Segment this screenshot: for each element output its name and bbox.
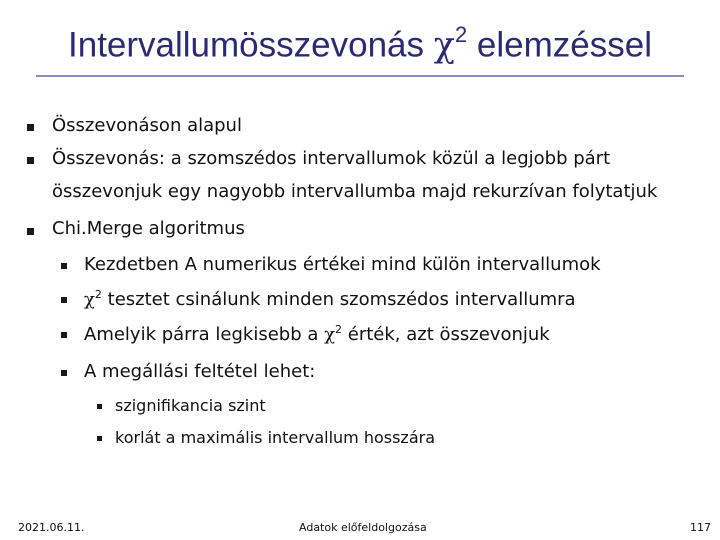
chi-symbol: χ	[84, 289, 95, 310]
bullet-marker	[27, 124, 34, 131]
sub-bullet-text: $\chi^2$ tesztet csinálunk minden szomszédos intervallumra	[84, 288, 576, 310]
sub-bullet-text: Amelyik párra legkisebb a $\chi^2$ érték, azt összevonjuk	[84, 323, 550, 345]
bullet-text-continuation: összevonjuk egy nagyobb intervallumba majd rekurzívan folytatjuk	[52, 181, 658, 202]
footer-title: Adatok előfeldolgozása	[299, 521, 427, 534]
sub-sub-bullet-marker	[97, 404, 102, 409]
sub-bullet-marker	[61, 263, 67, 269]
bullet-text: Összevonás: a szomszédos intervallumok közül a legjobb párt	[52, 148, 611, 169]
page-number: 117	[690, 521, 711, 534]
sub-sub-bullet-text: szignifikancia szint	[115, 396, 266, 415]
footer-date: 2021.06.11.	[18, 521, 85, 534]
bullet-marker	[27, 228, 34, 235]
bullet-text: Összevonáson alapul	[52, 115, 242, 136]
chi-symbol: χ	[324, 324, 336, 345]
sub-sub-bullet-marker	[97, 436, 102, 441]
bullet-text: Chi.Merge algoritmus	[52, 218, 245, 239]
slide-title: Intervallumösszevonás $\chi^2$ elemzéssel	[68, 22, 652, 66]
sub-sub-bullet-text: korlát a maximális intervallum hosszára	[115, 428, 436, 447]
sub-bullet-marker	[61, 297, 67, 303]
title-underline	[36, 75, 684, 77]
sub-bullet-text: A megállási feltétel lehet:	[84, 361, 316, 382]
bullet-marker	[27, 157, 34, 164]
sub-bullet-text: Kezdetben A numerikus értékei mind külön intervallumok	[84, 254, 601, 275]
sub-bullet-marker	[61, 332, 67, 338]
sub-bullet-marker	[61, 370, 67, 376]
chi-symbol: χ	[433, 25, 455, 66]
